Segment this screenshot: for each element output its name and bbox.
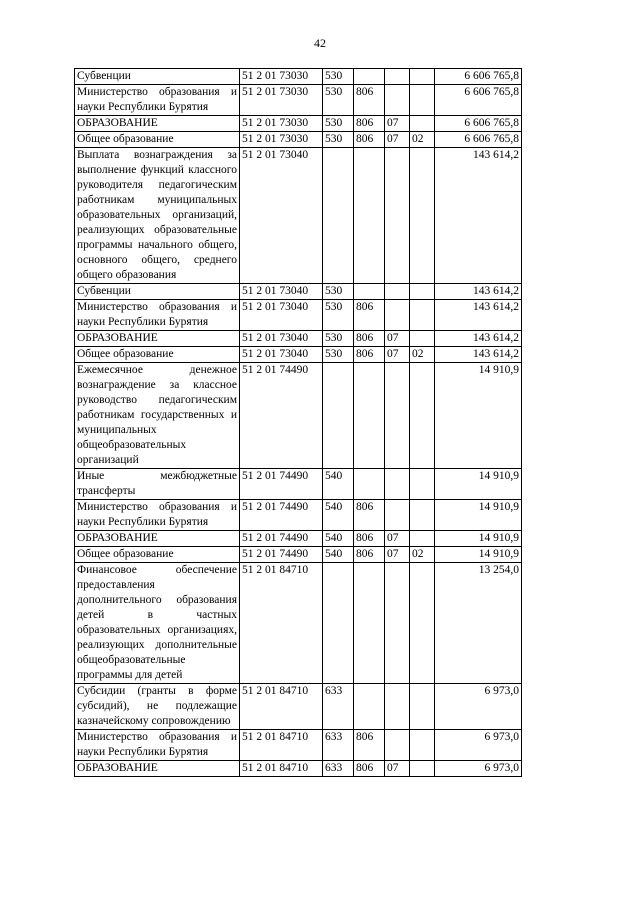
subsection-cell: [410, 331, 435, 347]
section-cell: 07: [385, 331, 410, 347]
amount-cell: 13 254,0: [435, 563, 522, 684]
amount-cell: 6 606 765,8: [435, 116, 522, 132]
subsection-cell: [410, 148, 435, 284]
ministry-code-cell: 806: [354, 331, 385, 347]
target-article-cell: 51 2 01 84710: [240, 684, 323, 730]
section-cell: 07: [385, 132, 410, 148]
section-cell: [385, 730, 410, 761]
section-cell: 07: [385, 761, 410, 777]
target-article-cell: 51 2 01 73040: [240, 148, 323, 284]
expense-type-cell: 530: [323, 116, 354, 132]
row-name-cell: Министерство образования и науки Республики Бурятия: [75, 500, 240, 531]
subsection-cell: [410, 85, 435, 116]
ministry-code-cell: 806: [354, 116, 385, 132]
amount-cell: 6 973,0: [435, 730, 522, 761]
ministry-code-cell: [354, 148, 385, 284]
section-cell: [385, 85, 410, 116]
row-name-cell: Иные межбюджетные трансферты: [75, 469, 240, 500]
table-row: [75, 148, 522, 284]
amount-cell: 143 614,2: [435, 148, 522, 284]
row-name-cell: Общее образование: [75, 132, 240, 148]
expense-type-cell: 530: [323, 132, 354, 148]
expense-type-cell: 633: [323, 730, 354, 761]
subsection-cell: [410, 563, 435, 684]
table-row: [75, 531, 522, 547]
subsection-cell: [410, 531, 435, 547]
ministry-code-cell: 806: [354, 761, 385, 777]
subsection-cell: 02: [410, 547, 435, 563]
target-article-cell: 51 2 01 84710: [240, 730, 323, 761]
row-name-cell: Общее образование: [75, 547, 240, 563]
ministry-code-cell: [354, 69, 385, 85]
ministry-code-cell: 806: [354, 547, 385, 563]
expense-type-cell: 633: [323, 684, 354, 730]
ministry-code-cell: 806: [354, 85, 385, 116]
ministry-code-cell: 806: [354, 500, 385, 531]
subsection-cell: [410, 284, 435, 300]
amount-cell: 14 910,9: [435, 547, 522, 563]
target-article-cell: 51 2 01 74490: [240, 500, 323, 531]
target-article-cell: 51 2 01 74490: [240, 531, 323, 547]
table-row: [75, 116, 522, 132]
expense-type-cell: 530: [323, 284, 354, 300]
table-row: [75, 284, 522, 300]
expense-type-cell: 540: [323, 469, 354, 500]
table-row: [75, 347, 522, 363]
expense-type-cell: 540: [323, 500, 354, 531]
table-row: [75, 85, 522, 116]
section-cell: [385, 469, 410, 500]
section-cell: [385, 684, 410, 730]
target-article-cell: 51 2 01 74490: [240, 363, 323, 469]
section-cell: [385, 69, 410, 85]
row-name-cell: Субвенции: [75, 69, 240, 85]
row-name-cell: ОБРАЗОВАНИЕ: [75, 531, 240, 547]
section-cell: 07: [385, 531, 410, 547]
target-article-cell: 51 2 01 73030: [240, 69, 323, 85]
amount-cell: 6 973,0: [435, 684, 522, 730]
table-row: [75, 563, 522, 684]
ministry-code-cell: [354, 684, 385, 730]
target-article-cell: 51 2 01 84710: [240, 563, 323, 684]
expense-type-cell: 530: [323, 347, 354, 363]
expense-type-cell: 540: [323, 531, 354, 547]
row-name-cell: Выплата вознаграждения за выполнение функций классного руководителя педагогическим работникам муниципальных образовательных организаций, реализующих образовательные программы начального общего, основного общего, среднего общего образования: [75, 148, 240, 284]
row-name-cell: Ежемесячное денежное вознаграждение за классное руководство педагогическим работникам государственных и муниципальных общеобразовательных организаций: [75, 363, 240, 469]
row-name-cell: Финансовое обеспечение предоставления дополнительного образования детей в частных образовательных организациях, реализующих дополнительные общеобразовательные программы для детей: [75, 563, 240, 684]
subsection-cell: [410, 761, 435, 777]
table-row: [75, 761, 522, 777]
ministry-code-cell: 806: [354, 531, 385, 547]
target-article-cell: 51 2 01 73040: [240, 284, 323, 300]
page-number: 42: [314, 36, 326, 50]
budget-table: [74, 68, 522, 777]
amount-cell: 6 606 765,8: [435, 69, 522, 85]
target-article-cell: 51 2 01 74490: [240, 469, 323, 500]
table-row: [75, 730, 522, 761]
expense-type-cell: 530: [323, 300, 354, 331]
ministry-code-cell: 806: [354, 347, 385, 363]
row-name-cell: Субвенции: [75, 284, 240, 300]
amount-cell: 143 614,2: [435, 331, 522, 347]
table-row: [75, 500, 522, 531]
section-cell: [385, 300, 410, 331]
section-cell: 07: [385, 347, 410, 363]
subsection-cell: [410, 69, 435, 85]
subsection-cell: [410, 469, 435, 500]
target-article-cell: 51 2 01 73030: [240, 116, 323, 132]
section-cell: [385, 148, 410, 284]
row-name-cell: Министерство образования и науки Республики Бурятия: [75, 85, 240, 116]
section-cell: [385, 363, 410, 469]
amount-cell: 143 614,2: [435, 300, 522, 331]
expense-type-cell: 530: [323, 85, 354, 116]
section-cell: 07: [385, 547, 410, 563]
expense-type-cell: [323, 148, 354, 284]
subsection-cell: 02: [410, 347, 435, 363]
section-cell: [385, 284, 410, 300]
target-article-cell: 51 2 01 73040: [240, 347, 323, 363]
target-article-cell: 51 2 01 84710: [240, 761, 323, 777]
table-row: [75, 300, 522, 331]
subsection-cell: 02: [410, 132, 435, 148]
ministry-code-cell: 806: [354, 730, 385, 761]
row-name-cell: Министерство образования и науки Республики Бурятия: [75, 300, 240, 331]
amount-cell: 6 973,0: [435, 761, 522, 777]
section-cell: [385, 500, 410, 531]
amount-cell: 14 910,9: [435, 363, 522, 469]
table-row: [75, 363, 522, 469]
target-article-cell: 51 2 01 73030: [240, 132, 323, 148]
target-article-cell: 51 2 01 73040: [240, 300, 323, 331]
ministry-code-cell: [354, 563, 385, 684]
expense-type-cell: 633: [323, 761, 354, 777]
amount-cell: 6 606 765,8: [435, 132, 522, 148]
expense-type-cell: 530: [323, 69, 354, 85]
row-name-cell: Субсидии (гранты в форме субсидий), не подлежащие казначейскому сопровождению: [75, 684, 240, 730]
subsection-cell: [410, 363, 435, 469]
expense-type-cell: [323, 363, 354, 469]
ministry-code-cell: [354, 363, 385, 469]
subsection-cell: [410, 500, 435, 531]
budget-table-body: [75, 69, 522, 777]
table-row: [75, 132, 522, 148]
row-name-cell: Общее образование: [75, 347, 240, 363]
subsection-cell: [410, 300, 435, 331]
table-row: [75, 331, 522, 347]
table-row: [75, 547, 522, 563]
expense-type-cell: 530: [323, 331, 354, 347]
amount-cell: 143 614,2: [435, 284, 522, 300]
row-name-cell: ОБРАЗОВАНИЕ: [75, 331, 240, 347]
amount-cell: 14 910,9: [435, 500, 522, 531]
ministry-code-cell: [354, 469, 385, 500]
amount-cell: 143 614,2: [435, 347, 522, 363]
target-article-cell: 51 2 01 73030: [240, 85, 323, 116]
ministry-code-cell: [354, 284, 385, 300]
subsection-cell: [410, 684, 435, 730]
table-row: [75, 469, 522, 500]
ministry-code-cell: 806: [354, 132, 385, 148]
row-name-cell: ОБРАЗОВАНИЕ: [75, 116, 240, 132]
section-cell: [385, 563, 410, 684]
amount-cell: 14 910,9: [435, 469, 522, 500]
table-row: [75, 69, 522, 85]
row-name-cell: Министерство образования и науки Республики Бурятия: [75, 730, 240, 761]
subsection-cell: [410, 116, 435, 132]
amount-cell: 6 606 765,8: [435, 85, 522, 116]
table-row: [75, 684, 522, 730]
subsection-cell: [410, 730, 435, 761]
section-cell: 07: [385, 116, 410, 132]
amount-cell: 14 910,9: [435, 531, 522, 547]
target-article-cell: 51 2 01 74490: [240, 547, 323, 563]
target-article-cell: 51 2 01 73040: [240, 331, 323, 347]
expense-type-cell: [323, 563, 354, 684]
expense-type-cell: 540: [323, 547, 354, 563]
row-name-cell: ОБРАЗОВАНИЕ: [75, 761, 240, 777]
ministry-code-cell: 806: [354, 300, 385, 331]
